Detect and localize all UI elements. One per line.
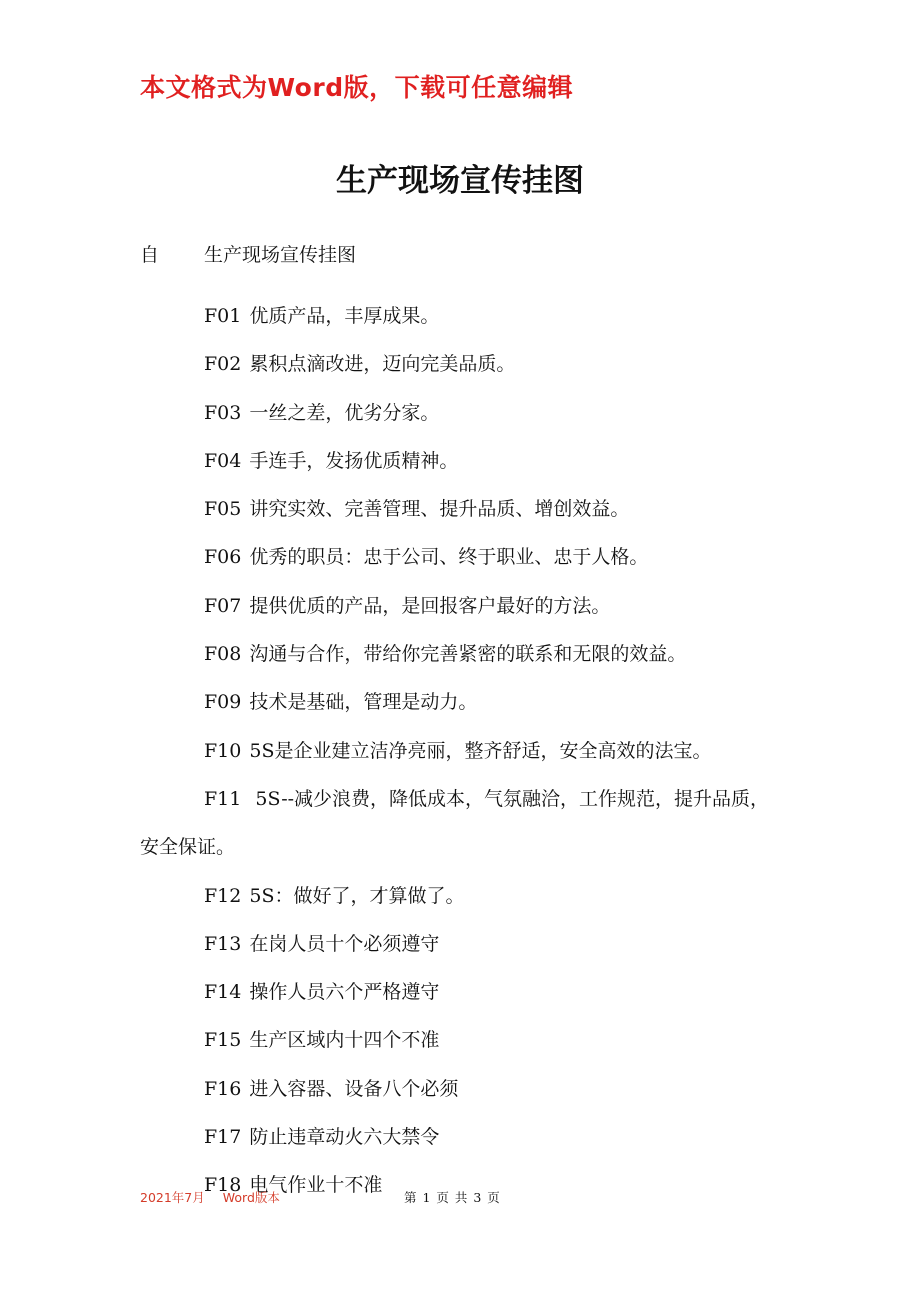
slogan-code: F11: [204, 787, 242, 810]
lead-text: 生产现场宣传挂图: [204, 244, 357, 266]
page-number: 第 1 页 共 3 页: [404, 1190, 501, 1205]
slogan-text: 5S：做好了，才算做了。: [249, 884, 465, 907]
slogan-text: 讲究实效、完善管理、提升品质、增创效益。: [249, 498, 630, 521]
lead-mark: 自: [140, 244, 160, 266]
slogan-item: [140, 533, 780, 581]
slogan-item: [140, 1113, 780, 1161]
slogan-item: [140, 920, 780, 968]
slogan-item: [140, 485, 780, 533]
slogan-item: [140, 775, 780, 872]
slogan-code: F02: [204, 353, 242, 376]
slogan-code: F14: [204, 981, 242, 1004]
slogan-text: 操作人员六个严格遵守: [249, 981, 440, 1004]
slogan-text: 进入容器、设备八个必须: [249, 1077, 459, 1100]
slogan-code: F06: [204, 546, 242, 569]
slogan-text: 累积点滴改进，迈向完美品质。: [249, 353, 516, 376]
slogan-list: [140, 292, 780, 1210]
slogan-item: [140, 968, 780, 1016]
slogan-code: F16: [204, 1077, 242, 1100]
slogan-item: [140, 1065, 780, 1113]
slogan-text: 防止违章动火六大禁令: [249, 1126, 440, 1149]
slogan-code: F03: [204, 401, 242, 424]
footer-date: 2021年7月: [140, 1190, 205, 1205]
slogan-code: F18: [204, 1174, 242, 1197]
slogan-item: [140, 727, 780, 775]
slogan-text: 沟通与合作，带给你完善紧密的联系和无限的效益。: [249, 643, 687, 666]
lead-line: [140, 243, 356, 267]
slogan-text: 5S是企业建立洁净亮丽，整齐舒适，安全高效的法宝。: [249, 739, 712, 762]
slogan-text: 一丝之差，优劣分家。: [249, 401, 440, 424]
slogan-item: [140, 678, 780, 726]
slogan-code: F07: [204, 594, 242, 617]
slogan-code: F12: [204, 884, 242, 907]
slogan-item: [140, 292, 780, 340]
slogan-text: 手连手，发扬优质精神。: [249, 449, 459, 472]
slogan-code: F05: [204, 498, 242, 521]
slogan-code: F10: [204, 739, 242, 762]
slogan-item: [140, 872, 780, 920]
slogan-text: 电气作业十不准: [249, 1174, 383, 1197]
slogan-item: [140, 630, 780, 678]
slogan-code: F04: [204, 449, 242, 472]
footer-left: [140, 1188, 298, 1206]
slogan-item: [140, 582, 780, 630]
slogan-code: F15: [204, 1029, 242, 1052]
slogan-item: [140, 389, 780, 437]
slogan-item: [140, 340, 780, 388]
slogan-item: [140, 437, 780, 485]
slogan-code: F08: [204, 643, 242, 666]
slogan-text: 生产区域内十四个不准: [249, 1029, 440, 1052]
slogan-code: F01: [204, 305, 242, 327]
slogan-code: F09: [204, 691, 242, 714]
slogan-code: F17: [204, 1126, 242, 1149]
footer-version: Word版本: [222, 1190, 280, 1205]
slogan-code: F13: [204, 932, 242, 955]
download-banner: 本文格式为Word版，下载可任意编辑: [140, 73, 574, 102]
slogan-text: 在岗人员十个必须遵守: [249, 932, 440, 955]
slogan-text: 5S--减少浪费，降低成本，气氛融洽，工作规范，提升品质，安全保证。: [140, 787, 770, 859]
slogan-text: 优秀的职员：忠于公司、终于职业、忠于人格。: [249, 546, 649, 569]
document-title: 生产现场宣传挂图: [336, 163, 584, 199]
slogan-text: 提供优质的产品，是回报客户最好的方法。: [249, 594, 611, 617]
slogan-text: 优质产品，丰厚成果。: [249, 305, 440, 327]
slogan-item: [140, 1016, 780, 1064]
slogan-text: 技术是基础，管理是动力。: [249, 691, 478, 714]
